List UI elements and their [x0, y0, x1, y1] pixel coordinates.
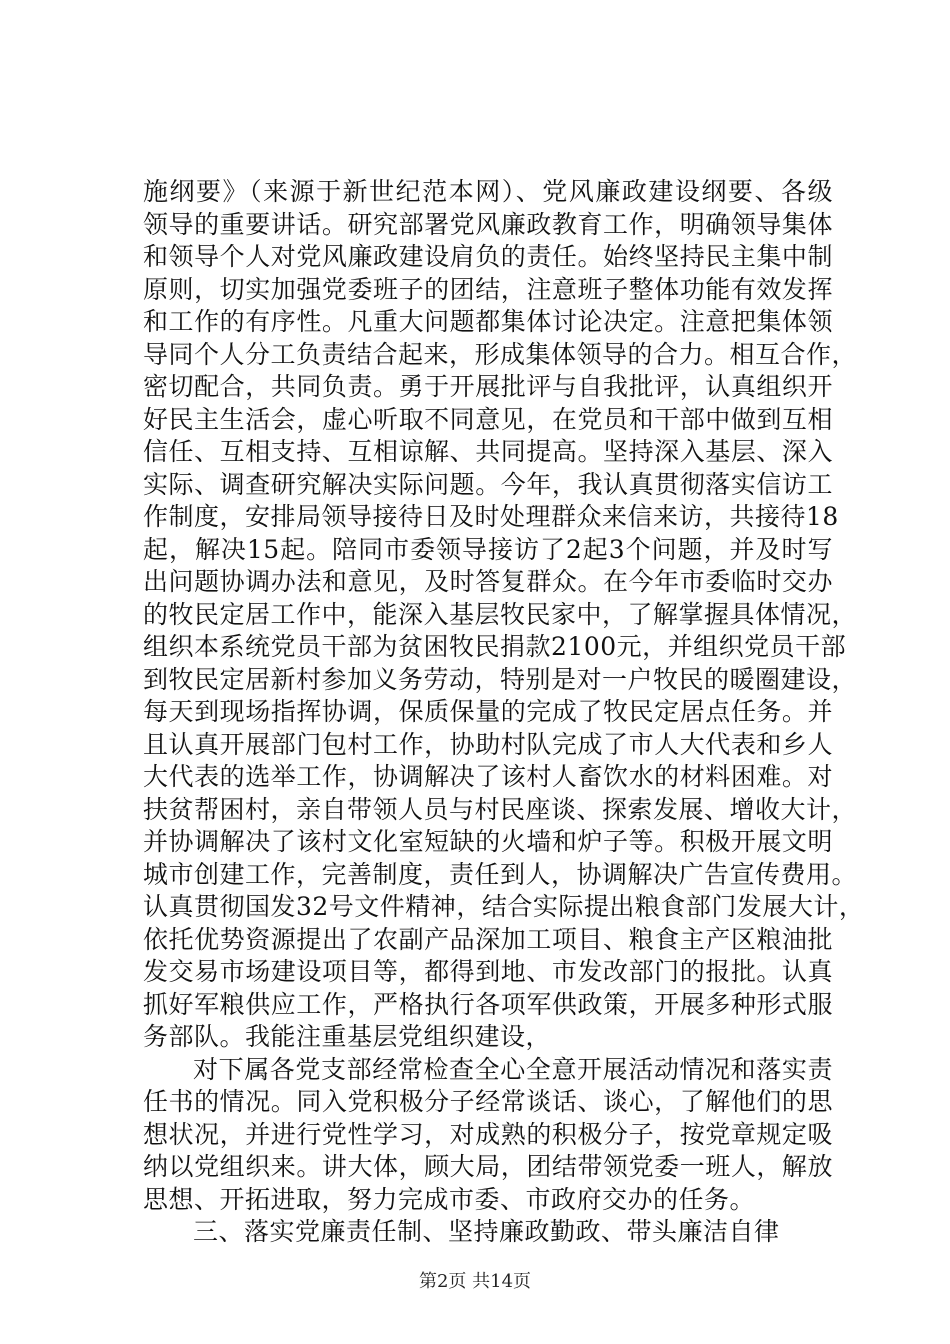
body-text	[143, 176, 865, 1249]
text-line: 到牧民定居新村参加义务劳动，特别是对一户牧民的暖圈建设，	[143, 664, 858, 694]
text-line: 好民主生活会，虚心听取不同意见，在党员和干部中做到互相	[143, 404, 833, 434]
text-line: 每天到现场指挥协调，保质保量的完成了牧民定居点任务。并	[143, 697, 833, 726]
text-line: 发交易市场建设项目等，都得到地、市发改部门的报批。认真	[143, 957, 833, 986]
text-line: 且认真开展部门包村工作，协助村队完成了市人大代表和乡人	[143, 729, 833, 759]
text-line: 大代表的选举工作，协调解决了该村人畜饮水的材料困难。对	[143, 762, 833, 791]
text-line: 抓好军粮供应工作，严格执行各项军供政策，开展多种形式服	[143, 989, 833, 1019]
paragraph-end-line: 思想、开拓进取，努力完成市委、市政府交办的任务。	[143, 1184, 756, 1214]
text-line: 和工作的有序性。凡重大问题都集体讨论决定。注意把集体领	[143, 307, 833, 336]
text-line: 实际、调查研究解决实际问题。今年，我认真贯彻落实信访工	[143, 469, 833, 499]
text-line: 城市创建工作，完善制度，责任到人，协调解决广告宣传费用。	[143, 859, 858, 889]
page-number-footer: 第2页 共14页	[418, 1271, 532, 1292]
text-line: 组织本系统党员干部为贫困牧民捐款2100元，并组织党员干部	[143, 632, 847, 661]
text-line: 起，解决15起。陪同市委领导接访了2起3个问题，并及时写	[143, 534, 833, 564]
paragraph-end-line: 务部队。我能注重基层党组织建设，	[143, 1022, 552, 1051]
text-line: 并协调解决了该村文化室短缺的火墙和炉子等。积极开展文明	[143, 827, 833, 856]
text-line: 纳以党组织来。讲大体，顾大局，团结带领党委一班人，解放	[143, 1152, 833, 1181]
text-line: 密切配合，共同负责。勇于开展批评与自我批评，认真组织开	[143, 372, 833, 401]
text-line: 任书的情况。同入党积极分子经常谈话、谈心，了解他们的思	[143, 1087, 833, 1116]
text-line: 领导的重要讲话。研究部署党风廉政教育工作，明确领导集体	[143, 209, 833, 239]
text-line: 和领导个人对党风廉政建设肩负的责任。始终坚持民主集中制	[143, 242, 833, 271]
section-heading: 三、落实党廉责任制、坚持廉政勤政、带头廉洁自律	[193, 1217, 780, 1246]
text-line: 依托优势资源提出了农副产品深加工项目、粮食主产区粮油批	[143, 924, 833, 954]
text-line: 认真贯彻国发32号文件精神，结合实际提出粮食部门发展大计，	[143, 892, 865, 921]
text-line: 的牧民定居工作中，能深入基层牧民家中，了解掌握具体情况，	[143, 599, 858, 629]
text-line: 想状况，并进行党性学习，对成熟的积极分子，按党章规定吸	[143, 1119, 833, 1149]
text-line: 施纲要》（来源于新世纪范本网）、党风廉政建设纲要、各级	[143, 177, 833, 206]
text-line: 原则，切实加强党委班子的团结，注意班子整体功能有效发挥	[143, 274, 833, 304]
text-line: 信任、互相支持、互相谅解、共同提高。坚持深入基层、深入	[143, 437, 833, 466]
paragraph-start-line: 对下属各党支部经常检查全心全意开展活动情况和落实责	[193, 1054, 833, 1084]
text-line: 作制度，安排局领导接待日及时处理群众来信来访，共接待18	[143, 502, 839, 531]
text-line: 扶贫帮困村，亲自带领人员与村民座谈、探索发展、增收大计，	[143, 794, 858, 824]
text-line: 导同个人分工负责结合起来，形成集体领导的合力。相互合作，	[143, 339, 858, 369]
text-line: 出问题协调办法和意见，及时答复群众。在今年市委临时交办	[143, 567, 833, 596]
